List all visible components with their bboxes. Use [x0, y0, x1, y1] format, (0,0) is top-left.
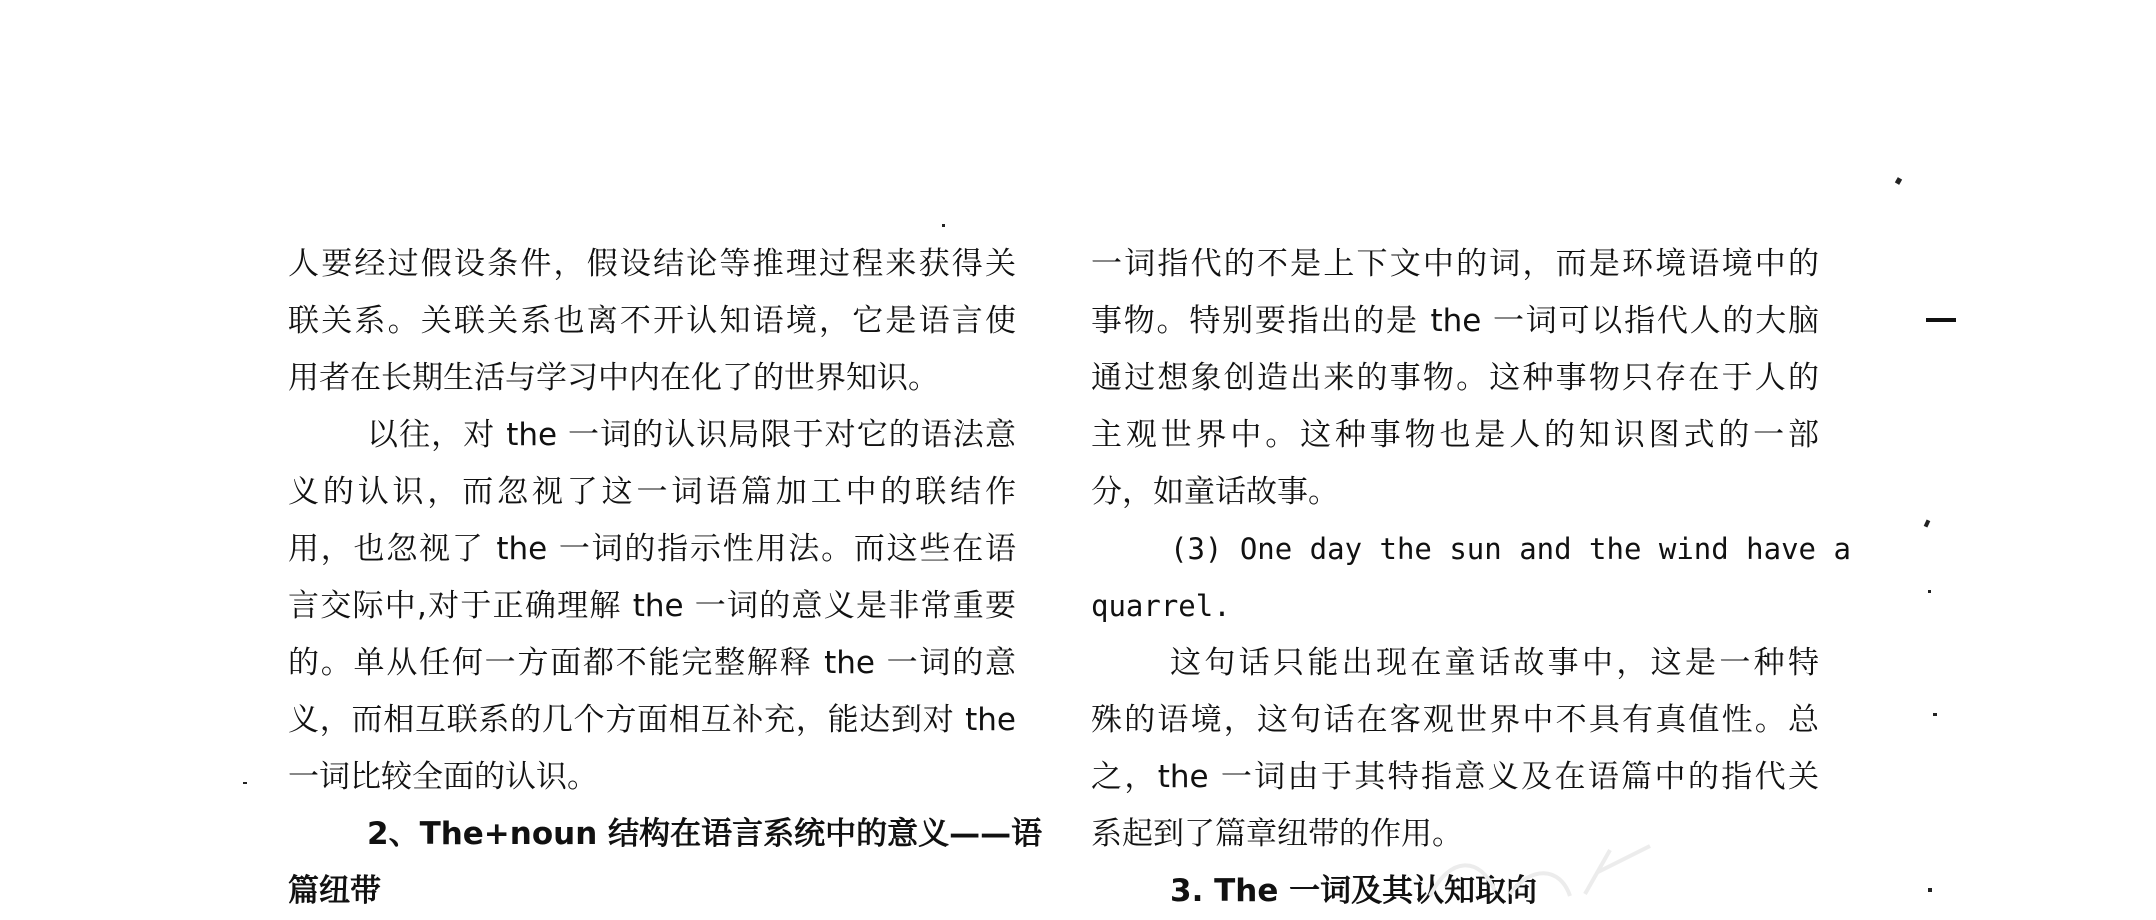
section-heading-continuation: 篇纽带 — [288, 873, 381, 909]
paragraph-line: 系起到了篇章纽带的作用。 — [1091, 816, 1463, 852]
scan-speck — [1928, 590, 1931, 593]
scan-speck — [1924, 519, 1931, 527]
example-sentence-continuation: quarrel. — [1091, 589, 1231, 623]
paragraph-line: 殊的语境，这句话在客观世界中不具有真值性。总 — [1091, 702, 1819, 738]
scan-speck — [1933, 713, 1937, 716]
paragraph-line: 用者在长期生活与学习中内在化了的世界知识。 — [288, 360, 939, 396]
edge-dash-mark — [1926, 318, 1956, 322]
paragraph-line: 的。单从任何一方面都不能完整解释 the 一词的意 — [288, 645, 1016, 681]
paragraph-line: 事物。特别要指出的是 the 一词可以指代人的大脑 — [1091, 303, 1819, 339]
paragraph-line: 以往，对 the 一词的认识局限于对它的语法意 — [367, 417, 1016, 453]
scan-speck — [1928, 888, 1932, 892]
paragraph-line: 通过想象创造出来的事物。这种事物只存在于人的 — [1091, 360, 1819, 396]
paragraph-line: 主观世界中。这种事物也是人的知识图式的一部 — [1091, 417, 1819, 453]
paragraph-line: 义，而相互联系的几个方面相互补充，能达到对 the — [288, 702, 1016, 738]
paragraph-line: 联关系。关联关系也离不开认知语境，它是语言使 — [288, 303, 1016, 339]
right-text-column — [1091, 236, 1851, 920]
paragraph-line: 一词指代的不是上下文中的词，而是环境语境中的 — [1091, 246, 1819, 282]
left-text-column — [288, 236, 1043, 920]
paragraph-line: 用，也忽视了 the 一词的指示性用法。而这些在语 — [288, 531, 1016, 567]
section-heading: 2、The+noun 结构在语言系统中的意义——语 — [367, 816, 1043, 852]
paragraph-line: 之，the 一词由于其特指意义及在语篇中的指代关 — [1091, 759, 1819, 795]
paragraph-line: 分，如童话故事。 — [1091, 474, 1339, 510]
paragraph-line: 义的认识，而忽视了这一词语篇加工中的联结作 — [288, 474, 1016, 510]
scan-speck — [243, 782, 247, 784]
section-heading: 3. The 一词及其认知取向 — [1170, 873, 1538, 909]
scan-speck — [1895, 177, 1902, 185]
paragraph-line: 言交际中,对于正确理解 the 一词的意义是非常重要 — [288, 588, 1016, 624]
faint-watermark — [1410, 836, 1660, 900]
paragraph-line: 这句话只能出现在童话故事中，这是一种特 — [1170, 645, 1819, 681]
paragraph-line: 一词比较全面的认识。 — [288, 759, 598, 795]
scan-speck — [942, 224, 945, 227]
paragraph-line: 人要经过假设条件，假设结论等推理过程来获得关 — [288, 246, 1016, 282]
example-sentence: (3) One day the sun and the wind have a — [1170, 532, 1851, 566]
